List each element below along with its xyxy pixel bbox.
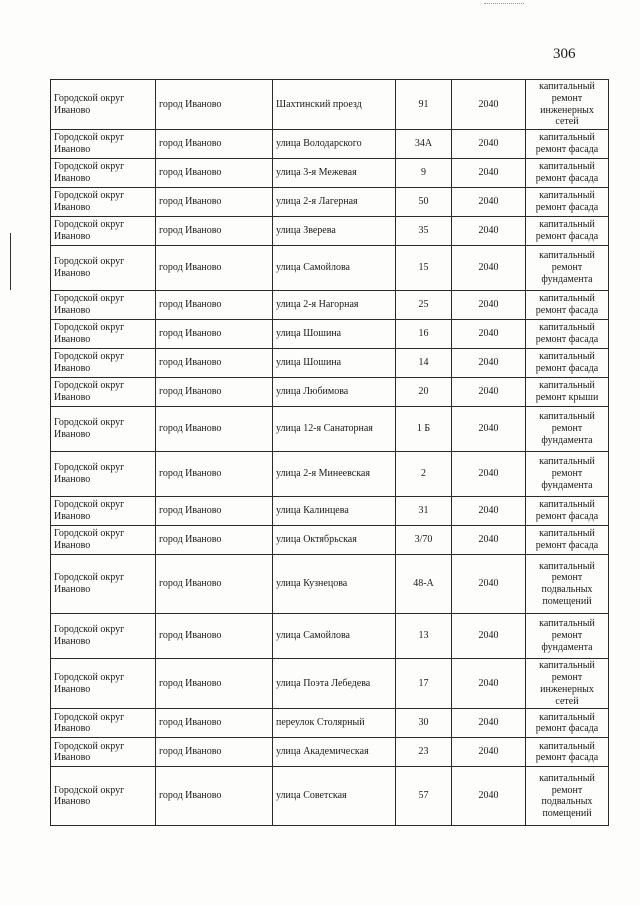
city-cell: город Иваново [156, 526, 273, 555]
table-row [51, 614, 609, 659]
street-cell: улица 2-я Лагерная [273, 188, 396, 217]
street-cell: улица 2-я Минеевская [273, 452, 396, 497]
house-number-cell: 91 [396, 80, 452, 130]
district-cell: Городской округ Иваново [51, 526, 156, 555]
work-type-cell: капитальный ремонт фасада [526, 349, 609, 378]
work-type-cell: капитальный ремонт подвальных помещений [526, 767, 609, 826]
street-cell: Шахтинский проезд [273, 80, 396, 130]
street-cell: улица Шошина [273, 349, 396, 378]
district-cell: Городской округ Иваново [51, 159, 156, 188]
table-row [51, 378, 609, 407]
city-cell: город Иваново [156, 614, 273, 659]
city-cell: город Иваново [156, 738, 273, 767]
house-number-cell: 9 [396, 159, 452, 188]
table-row [51, 767, 609, 826]
house-number-cell: 34А [396, 130, 452, 159]
year-cell: 2040 [452, 291, 526, 320]
page-number: 306 [553, 46, 576, 62]
house-number-cell: 15 [396, 246, 452, 291]
street-cell: улица Кузнецова [273, 555, 396, 614]
house-number-cell: 2 [396, 452, 452, 497]
street-cell: улица 2-я Нагорная [273, 291, 396, 320]
repair-program-table [50, 79, 609, 826]
table-body [51, 80, 609, 826]
district-cell: Городской округ Иваново [51, 497, 156, 526]
table-row [51, 526, 609, 555]
city-cell: город Иваново [156, 291, 273, 320]
table-row [51, 320, 609, 349]
district-cell: Городской округ Иваново [51, 407, 156, 452]
city-cell: город Иваново [156, 659, 273, 709]
district-cell: Городской округ Иваново [51, 291, 156, 320]
city-cell: город Иваново [156, 246, 273, 291]
year-cell: 2040 [452, 378, 526, 407]
city-cell: город Иваново [156, 407, 273, 452]
house-number-cell: 30 [396, 709, 452, 738]
margin-mark [10, 233, 11, 290]
city-cell: город Иваново [156, 452, 273, 497]
house-number-cell: 3/70 [396, 526, 452, 555]
work-type-cell: капитальный ремонт фундамента [526, 614, 609, 659]
scan-corner-mark [484, 0, 524, 4]
city-cell: город Иваново [156, 767, 273, 826]
year-cell: 2040 [452, 659, 526, 709]
district-cell: Городской округ Иваново [51, 767, 156, 826]
work-type-cell: капитальный ремонт фасада [526, 217, 609, 246]
year-cell: 2040 [452, 555, 526, 614]
work-type-cell: капитальный ремонт фасада [526, 188, 609, 217]
house-number-cell: 25 [396, 291, 452, 320]
city-cell: город Иваново [156, 378, 273, 407]
work-type-cell: капитальный ремонт фундамента [526, 452, 609, 497]
house-number-cell: 20 [396, 378, 452, 407]
work-type-cell: капитальный ремонт фасада [526, 497, 609, 526]
house-number-cell: 13 [396, 614, 452, 659]
table-row [51, 217, 609, 246]
table-row [51, 80, 609, 130]
work-type-cell: капитальный ремонт подвальных помещений [526, 555, 609, 614]
house-number-cell: 31 [396, 497, 452, 526]
table-row [51, 159, 609, 188]
work-type-cell: капитальный ремонт крыши [526, 378, 609, 407]
year-cell: 2040 [452, 159, 526, 188]
year-cell: 2040 [452, 217, 526, 246]
house-number-cell: 16 [396, 320, 452, 349]
table-row [51, 452, 609, 497]
district-cell: Городской округ Иваново [51, 246, 156, 291]
district-cell: Городской округ Иваново [51, 378, 156, 407]
work-type-cell: капитальный ремонт фундамента [526, 407, 609, 452]
work-type-cell: капитальный ремонт фасада [526, 738, 609, 767]
city-cell: город Иваново [156, 159, 273, 188]
street-cell: улица Володарского [273, 130, 396, 159]
street-cell: переулок Столярный [273, 709, 396, 738]
year-cell: 2040 [452, 452, 526, 497]
year-cell: 2040 [452, 738, 526, 767]
street-cell: улица Поэта Лебедева [273, 659, 396, 709]
city-cell: город Иваново [156, 80, 273, 130]
city-cell: город Иваново [156, 217, 273, 246]
table-row [51, 349, 609, 378]
table-row [51, 709, 609, 738]
work-type-cell: капитальный ремонт инженерных сетей [526, 80, 609, 130]
work-type-cell: капитальный ремонт фасада [526, 130, 609, 159]
table-row [51, 291, 609, 320]
district-cell: Городской округ Иваново [51, 614, 156, 659]
house-number-cell: 50 [396, 188, 452, 217]
district-cell: Городской округ Иваново [51, 738, 156, 767]
city-cell: город Иваново [156, 130, 273, 159]
year-cell: 2040 [452, 130, 526, 159]
work-type-cell: капитальный ремонт фасада [526, 526, 609, 555]
work-type-cell: капитальный ремонт инженерных сетей [526, 659, 609, 709]
district-cell: Городской округ Иваново [51, 320, 156, 349]
house-number-cell: 48-А [396, 555, 452, 614]
district-cell: Городской округ Иваново [51, 709, 156, 738]
year-cell: 2040 [452, 407, 526, 452]
work-type-cell: капитальный ремонт фундамента [526, 246, 609, 291]
table-row [51, 555, 609, 614]
work-type-cell: капитальный ремонт фасада [526, 709, 609, 738]
year-cell: 2040 [452, 614, 526, 659]
street-cell: улица 12-я Санаторная [273, 407, 396, 452]
table-row [51, 407, 609, 452]
city-cell: город Иваново [156, 349, 273, 378]
house-number-cell: 14 [396, 349, 452, 378]
city-cell: город Иваново [156, 188, 273, 217]
table-row [51, 497, 609, 526]
district-cell: Городской округ Иваново [51, 217, 156, 246]
work-type-cell: капитальный ремонт фасада [526, 320, 609, 349]
work-type-cell: капитальный ремонт фасада [526, 291, 609, 320]
street-cell: улица Самойлова [273, 246, 396, 291]
district-cell: Городской округ Иваново [51, 555, 156, 614]
table-row [51, 188, 609, 217]
table-row [51, 246, 609, 291]
year-cell: 2040 [452, 767, 526, 826]
district-cell: Городской округ Иваново [51, 188, 156, 217]
year-cell: 2040 [452, 188, 526, 217]
district-cell: Городской округ Иваново [51, 130, 156, 159]
house-number-cell: 35 [396, 217, 452, 246]
year-cell: 2040 [452, 526, 526, 555]
street-cell: улица 3-я Межевая [273, 159, 396, 188]
district-cell: Городской округ Иваново [51, 452, 156, 497]
house-number-cell: 23 [396, 738, 452, 767]
house-number-cell: 17 [396, 659, 452, 709]
street-cell: улица Калинцева [273, 497, 396, 526]
district-cell: Городской округ Иваново [51, 659, 156, 709]
street-cell: улица Октябрьская [273, 526, 396, 555]
work-type-cell: капитальный ремонт фасада [526, 159, 609, 188]
table-row [51, 659, 609, 709]
house-number-cell: 57 [396, 767, 452, 826]
street-cell: улица Любимова [273, 378, 396, 407]
table-row [51, 130, 609, 159]
district-cell: Городской округ Иваново [51, 349, 156, 378]
street-cell: улица Шошина [273, 320, 396, 349]
city-cell: город Иваново [156, 320, 273, 349]
street-cell: улица Академическая [273, 738, 396, 767]
street-cell: улица Советская [273, 767, 396, 826]
year-cell: 2040 [452, 80, 526, 130]
year-cell: 2040 [452, 246, 526, 291]
city-cell: город Иваново [156, 709, 273, 738]
year-cell: 2040 [452, 497, 526, 526]
year-cell: 2040 [452, 349, 526, 378]
street-cell: улица Зверева [273, 217, 396, 246]
street-cell: улица Самойлова [273, 614, 396, 659]
year-cell: 2040 [452, 320, 526, 349]
city-cell: город Иваново [156, 555, 273, 614]
district-cell: Городской округ Иваново [51, 80, 156, 130]
house-number-cell: 1 Б [396, 407, 452, 452]
year-cell: 2040 [452, 709, 526, 738]
city-cell: город Иваново [156, 497, 273, 526]
table-row [51, 738, 609, 767]
